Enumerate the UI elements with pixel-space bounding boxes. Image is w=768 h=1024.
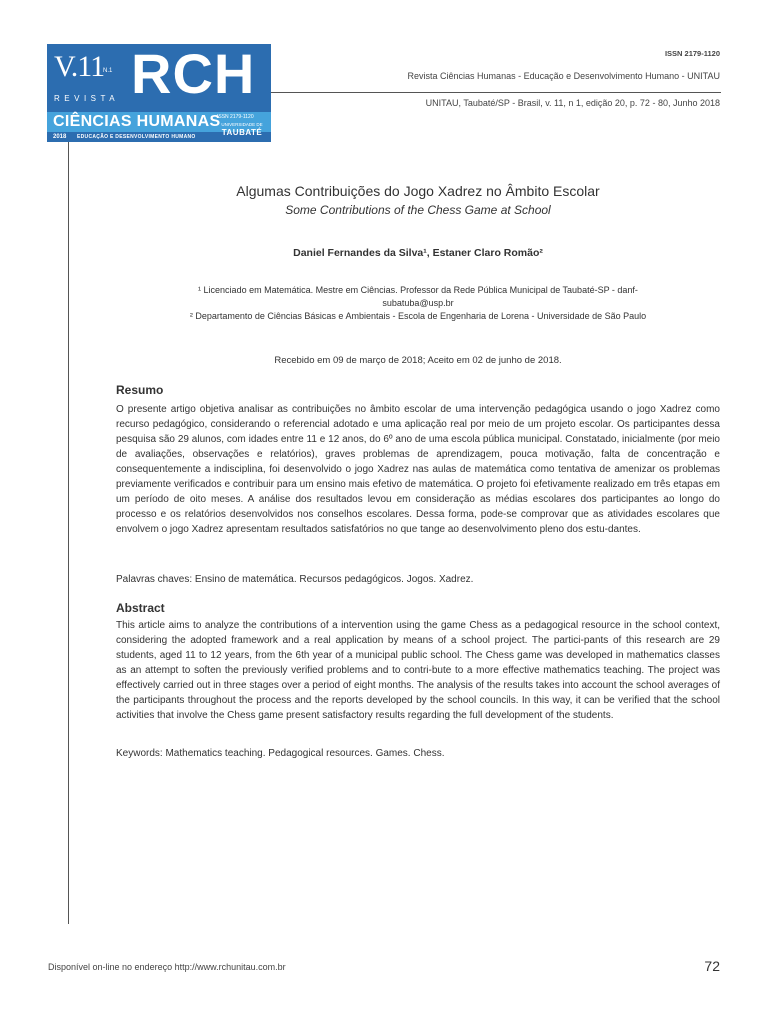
header-divider xyxy=(271,92,721,93)
header-citation: UNITAU, Taubaté/SP - Brasil, v. 11, n 1, edição 20, p. 72 - 80, Junho 2018 xyxy=(425,98,720,108)
affiliation-1-email: subatuba@usp.br xyxy=(382,298,454,308)
logo-university xyxy=(217,122,267,137)
margin-rule xyxy=(68,142,69,924)
logo-issn: ISSN 2179-1120 xyxy=(217,114,254,120)
logo-volume: V.11 xyxy=(54,50,105,83)
logo-university-name: TAUBATÉ xyxy=(221,128,263,137)
resumo-heading: Resumo xyxy=(116,383,164,397)
logo-name: CIÊNCIAS HUMANAS xyxy=(53,113,221,130)
affiliation-1: ¹ Licenciado em Matemática. Mestre em Ciências. Professor da Rede Pública Municipal de Taubaté-SP - danf- xyxy=(198,285,638,295)
header-issn: ISSN 2179-1120 xyxy=(664,49,720,58)
logo-acronym: RCH xyxy=(131,42,256,105)
keywords-english: Keywords: Mathematics teaching. Pedagogical resources. Games. Chess. xyxy=(116,748,445,759)
logo-subtitle: EDUCAÇÃO E DESENVOLVIMENTO HUMANO xyxy=(77,134,196,140)
page-number: 72 xyxy=(704,958,720,974)
logo-revista: REVISTA xyxy=(54,94,120,103)
affiliation-2: ² Departamento de Ciências Básicas e Ambientais - Escola de Engenharia de Lorena - Universidade de São Paulo xyxy=(189,311,647,321)
article-authors: Daniel Fernandes da Silva¹, Estaner Claro Romão² xyxy=(293,247,543,259)
abstract-text: This article aims to analyze the contributions of a intervention using the game Chess as a pedagogical resource in the school context, considering the adopted framework and a real application by means of a school project. The partici-pants of this research are 29 students, aged 11 to 12 years, from the 6th year of a municipal public school. The Chess game was developed in mathematics classes as an attempt to soften the previously verified problems and to contri-bute to a more effective mathematics teaching. The project was effectively carried out in three stages over a period of eight months. The analysis of the results takes into account the school averages of the participants throughout the process and the reports developed by the school councils. In this way, it can be verified that the school activities that involve the Chess game present satisfactory results regarding the full development of the students. xyxy=(116,620,720,721)
logo-bottom-band xyxy=(47,122,271,142)
header-journal: Revista Ciências Humanas - Educação e Desenvolvimento Humano - UNITAU xyxy=(407,71,720,81)
logo-number: N.1 xyxy=(103,68,113,74)
keywords-portuguese: Palavras chaves: Ensino de matemática. Recursos pedagógicos. Jogos. Xadrez. xyxy=(116,574,474,585)
logo-university-top: UNIVERSIDADE DE xyxy=(221,122,263,127)
journal-logo xyxy=(47,44,271,142)
footer-availability: Disponível on-line no endereço http://www.rchunitau.com.br xyxy=(48,962,286,972)
logo-top-band xyxy=(47,44,271,112)
article-dates: Recebido em 09 de março de 2018; Aceito em 02 de junho de 2018. xyxy=(274,355,562,366)
resumo-text: O presente artigo objetiva analisar as contribuições no âmbito escolar de uma intervenção pedagógica usando o jogo Xadrez como recurso pedagógico, considerando o referencial adotado e uma aplicação real por meio de um projeto escolar. Os participantes dessa pesquisa são 29 alunos, com idades entre 11 e 12 anos, do 6º ano de uma escola pública municipal. Constatado, inicialmente (por meio de avaliações, observações e relatórios), graves problemas de aprendizagem, pouca motivação, falta de concentração e consequentemente a indisciplina, foi desenvolvido o jogo Xadrez nas aulas de matemática como tentativa de amenizar os problemas previamente verificados e contribuir para um ensino mais efetivo de matemática. O projeto foi efetivamente realizado em três etapas em um período de oito meses. A análise dos resultados levou em consideração as médias escolares dos participantes ao longo do processo e os relatórios desenvolvidos nos conselhos escolares. Dessa forma, pode-se comprovar que as atividades escolares que envolvem o jogo Xadrez apresentam resultados satisfatórios no que tange ao desenvolvimento pleno dos estu-dantes. xyxy=(116,404,720,535)
logo-year: 2018 xyxy=(53,134,67,140)
article-title: Algumas Contribuições do Jogo Xadrez no Âmbito Escolar xyxy=(236,183,600,199)
article-title-english: Some Contributions of the Chess Game at School xyxy=(285,203,551,217)
abstract-heading: Abstract xyxy=(116,601,165,615)
